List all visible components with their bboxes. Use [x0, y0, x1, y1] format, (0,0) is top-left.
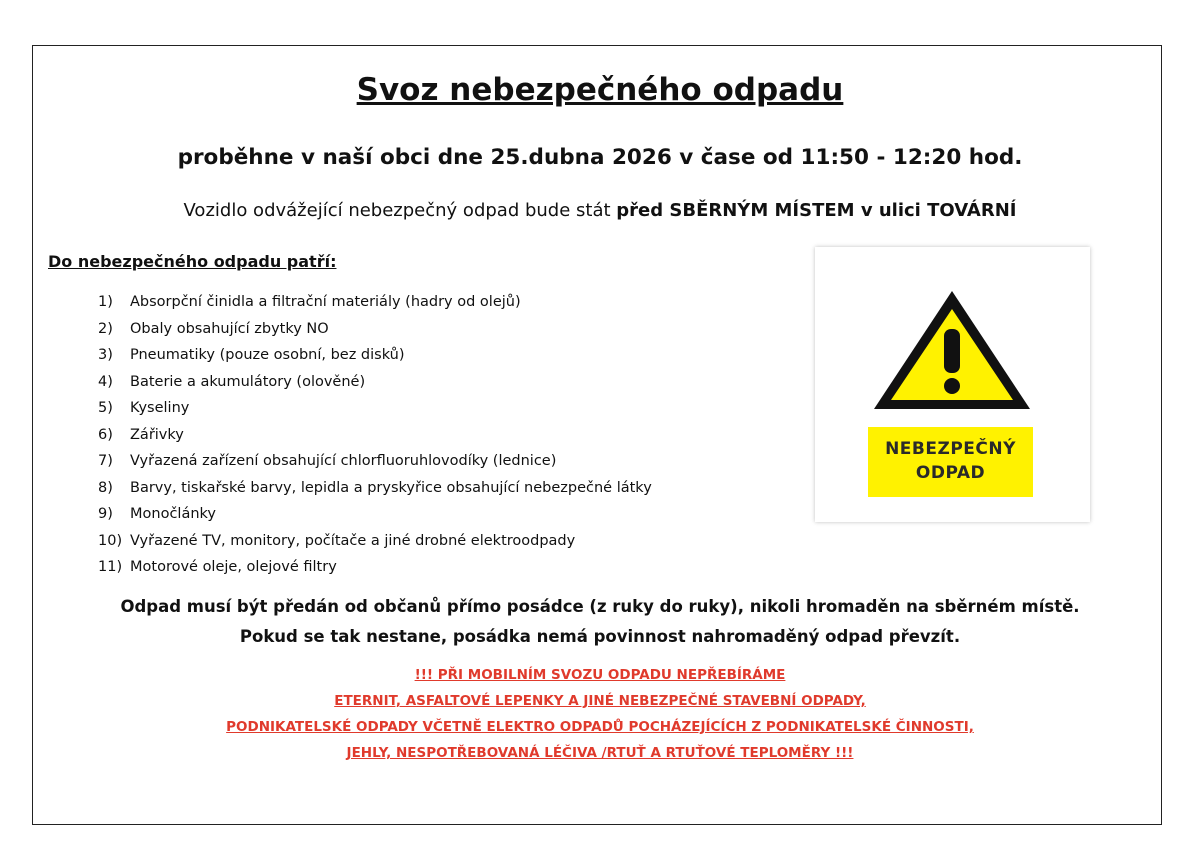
hazard-sign-line2: ODPAD — [915, 463, 986, 483]
list-item-number: 8) — [98, 479, 113, 496]
exclusions-warning — [0, 662, 1200, 766]
list-item-number: 7) — [98, 453, 113, 469]
list-item — [98, 451, 652, 478]
vehicle-location-prefix: Vozidlo odvážející nebezpečný odpad bude stát — [183, 200, 617, 221]
hazard-sign-line1: NEBEZPEČNÝ — [885, 439, 1016, 459]
list-item-number: 6) — [98, 426, 113, 443]
list-heading: Do nebezpečného odpadu patří: — [48, 252, 337, 271]
hazard-sign-label — [868, 427, 1033, 497]
handover-line2: Pokud se tak nestane, posádka nemá povinnost nahromaděný odpad převzít. — [239, 627, 961, 646]
list-item-number: 4) — [98, 373, 113, 390]
handover-notice — [0, 592, 1200, 652]
list-item-text: Zářivky — [130, 426, 184, 443]
list-item-number: 3) — [98, 347, 113, 363]
list-item-text: Vyřazená zařízení obsahující chlorfluoruhlovodíky (lednice) — [130, 453, 557, 469]
collection-date: proběhne v naší obci dne 25.dubna 2026 v čase od 11:50 - 12:20 hod. — [177, 145, 1023, 170]
list-item — [98, 478, 652, 505]
list-item-text: Obaly obsahující zbytky NO — [130, 320, 329, 337]
list-item-text: Kyseliny — [130, 400, 190, 416]
list-item-number: 11) — [98, 559, 123, 575]
list-item-text: Absorpční činidla a filtrační materiály (hadry od olejů) — [130, 294, 521, 310]
list-item-text: Pneumatiky (pouze osobní, bez disků) — [130, 347, 405, 363]
list-item — [98, 504, 652, 531]
list-item — [98, 425, 652, 452]
hazard-sign — [815, 247, 1090, 522]
list-item — [98, 345, 652, 372]
list-item — [98, 531, 652, 558]
list-item-number: 9) — [98, 506, 113, 522]
list-item-text: Barvy, tiskařské barvy, lepidla a pryskyřice obsahující nebezpečné látky — [130, 479, 652, 496]
handover-line1: Odpad musí být předán od občanů přímo posádce (z ruky do ruky), nikoli hromaděn na sběrném místě. — [120, 597, 1080, 616]
list-item — [98, 557, 652, 584]
warning-triangle-icon — [870, 287, 1035, 417]
list-item — [98, 372, 652, 399]
list-item-number: 2) — [98, 320, 113, 337]
list-item-number: 5) — [98, 400, 113, 416]
list-item — [98, 292, 652, 319]
list-item-text: Motorové oleje, olejové filtry — [130, 559, 337, 575]
warning-line2: ETERNIT, ASFALTOVÉ LEPENKY A JINÉ NEBEZPEČNÉ STAVEBNÍ ODPADY, — [334, 693, 866, 709]
vehicle-location — [0, 200, 1200, 221]
list-item-text: Vyřazené TV, monitory, počítače a jiné drobné elektroodpady — [130, 532, 576, 549]
list-item-number: 1) — [98, 294, 113, 310]
warning-line3: PODNIKATELSKÉ ODPADY VČETNĚ ELEKTRO ODPADŮ POCHÁZEJÍCÍCH Z PODNIKATELSKÉ ČINNOSTI, — [226, 719, 974, 735]
warning-line1: !!! PŘI MOBILNÍM SVOZU ODPADU NEPŘEBÍRÁME — [414, 667, 786, 683]
list-item-text: Monočlánky — [130, 506, 216, 522]
waste-list — [98, 292, 652, 584]
list-item — [98, 398, 652, 425]
list-item — [98, 319, 652, 346]
list-item-text: Baterie a akumulátory (olověné) — [130, 373, 366, 390]
vehicle-location-bold: před SBĚRNÝM MÍSTEM v ulici TOVÁRNÍ — [616, 200, 1017, 221]
warning-line4: JEHLY, NESPOTŘEBOVANÁ LÉČIVA /RTUŤ A RTUŤOVÉ TEPLOMĚRY !!! — [346, 745, 854, 761]
page-title: Svoz nebezpečného odpadu — [356, 72, 844, 108]
list-item-number: 10) — [98, 532, 123, 549]
